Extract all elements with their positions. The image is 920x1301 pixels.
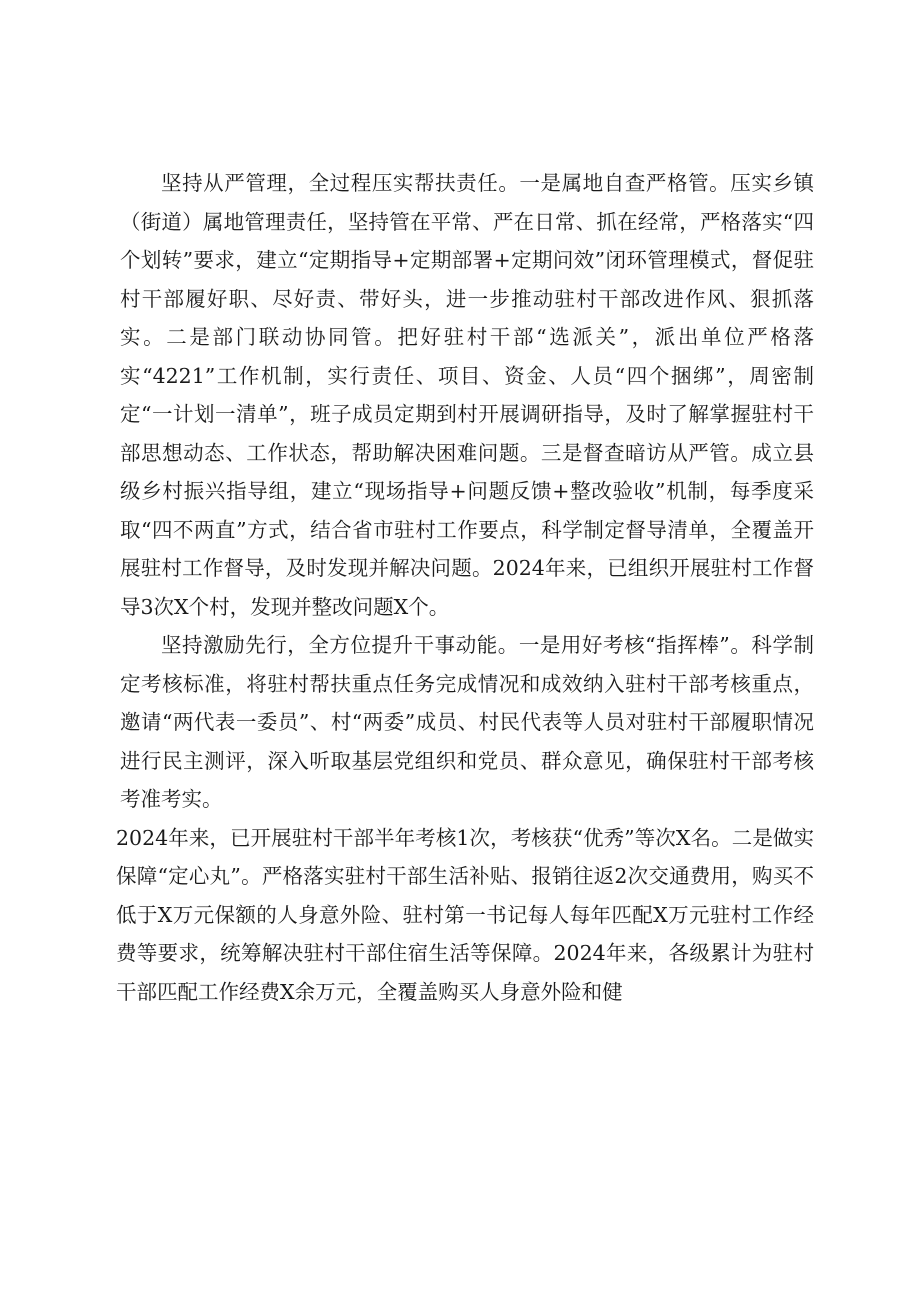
paragraph-strict-management: 坚持从严管理，全过程压实帮扶责任。一是属地自查严格管。压实乡镇（街道）属地管理责任，坚持管在平常、严在日常、抓在经常，严格落实“四个划转”要求，建立“定期指导+定期部署+定期问效”闭环管理模式，督促驻村干部履好职、尽好责、带好头，进一步推动驻村干部改进作风、狠抓落实。二是部门联动协同管。把好驻村干部“选派关”，派出单位严格落实“4221”工作机制，实行责任、项目、资金、人员“四个捆绑”，周密制定“一计划一清单”，班子成员定期到村开展调研指导，及时了解掌握驻村干部思想动态、工作状态，帮助解决困难问题。三是督查暗访从严管。成立县级乡村振兴指导组，建立“现场指导+问题反馈+整改验收”机制，每季度采取“四不两直”方式，结合省市驻村工作要点，科学制定督导清单，全覆盖开展驻村工作督导，及时发现并解决问题。2024年来，已组织开展驻村工作督导3次X个村，发现并整改问题X个。 [120, 171, 814, 619]
paragraph-2024-assessment: 2024年来，已开展驻村干部半年考核1次，考核获“优秀”等次X名。二是做实保障“定心丸”。严格落实驻村干部生活补贴、报销往返2次交通费用，购买不低于X万元保额的人身意外险、驻村第一书记每人每年匹配X万元驻村工作经费等要求，统筹解决驻村干部住宿生活等保障。2024年来，各级累计为驻村干部匹配工作经费X余万元，全覆盖购买人身意外险和健 [116, 825, 814, 1004]
paragraph-incentive-first: 坚持激励先行，全方位提升干事动能。一是用好考核“指挥棒”。科学制定考核标准，将驻村帮扶重点任务完成情况和成效纳入驻村干部考核重点，邀请“两代表一委员”、村“两委”成员、村民代表等人员对驻村干部履职情况进行民主测评，深入听取基层党组织和党员、群众意见，确保驻村干部考核考准考实。 [120, 633, 814, 811]
document-body [116, 164, 814, 1011]
